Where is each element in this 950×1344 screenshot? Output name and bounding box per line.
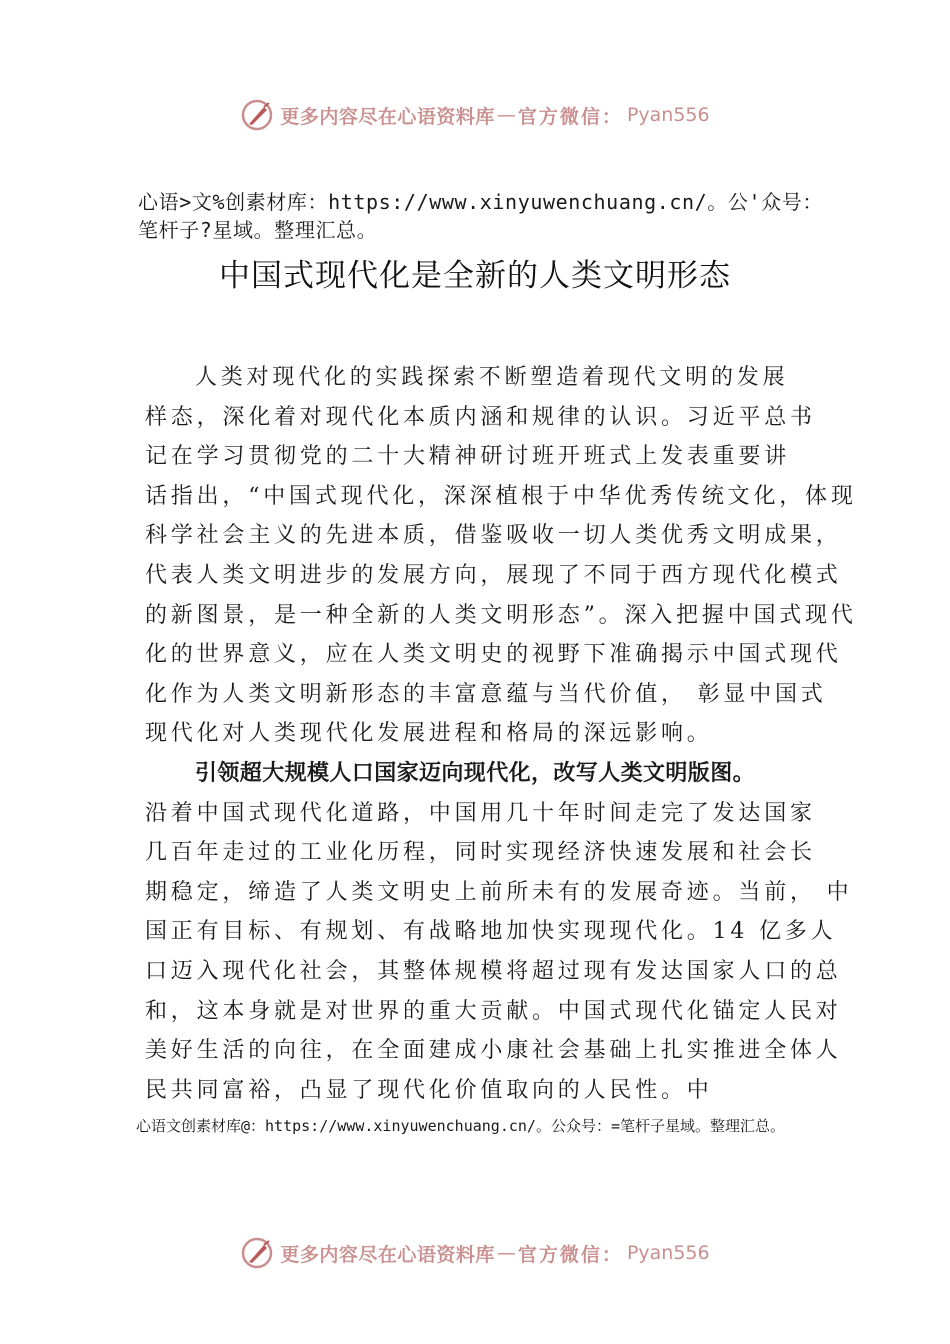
quill-logo-icon <box>240 1236 274 1270</box>
body-line: 样态，深化着对现代化本质内涵和规律的认识。习近平总书 <box>145 404 816 430</box>
banner-dash: — <box>496 104 516 126</box>
body-line: 的新图景，是一种全新的人类文明形态”。深入把握中国式现代 <box>145 602 857 628</box>
banner-wechat-label: 官方微信： <box>517 105 623 128</box>
document-title: 中国式现代化是全新的人类文明形态 <box>219 258 731 294</box>
footer-note: 心语文创素材库@：https://www.xinyuwenchuang.cn/。公众号：=笔杆子星域。整理汇总。 <box>136 1117 785 1135</box>
section-heading: 引领超大规模人口国家迈向现代化，改写人类文明版图。 <box>195 760 756 786</box>
body-line: 几百年走过的工业化历程，同时实现经济快速发展和社会长 <box>145 840 816 866</box>
body-line: 现代化对人类现代化发展进程和格局的深远影响。 <box>145 721 713 747</box>
bottom-banner <box>0 1233 950 1273</box>
body-line: 人类对现代化的实践探索不断塑造着现代文明的发展 <box>195 365 789 390</box>
top-banner <box>0 95 950 135</box>
body-line: 民共同富裕，凸显了现代化价值取向的人民性。中 <box>145 1077 713 1103</box>
body-line: 期稳定，缔造了人类文明史上前所未有的发展奇迹。当前， 中 <box>145 879 853 905</box>
article-body <box>145 358 857 1110</box>
body-line: 化的世界意义，应在人类文明史的视野下准确揭示中国式现代 <box>145 642 842 668</box>
body-line: 话指出，“中国式现代化，深深植根于中华优秀传统文化，体现 <box>145 483 857 509</box>
body-line: 记在学习贯彻党的二十大精神研讨班开班式上发表重要讲 <box>145 444 791 470</box>
banner-brand: 更多内容尽在心语资料库 <box>280 105 495 128</box>
banner-wechat-id: Pyan556 <box>626 104 710 126</box>
source-note: 心语>文%创素材库：https://www.xinyuwenchuang.cn/。公'众号：笔杆子?星域。整理汇总。 <box>138 190 823 242</box>
body-line: 美好生活的向往，在全面建成小康社会基础上扎实推进全体人 <box>145 1038 842 1064</box>
banner-wechat-label: 官方微信： <box>517 1243 623 1266</box>
body-line: 科学社会主义的先进本质，借鉴吸收一切人类优秀文明成果， <box>145 523 842 549</box>
body-line: 口迈入现代化社会，其整体规模将超过现有发达国家人口的总 <box>145 958 842 984</box>
banner-brand: 更多内容尽在心语资料库 <box>280 1243 495 1266</box>
body-line: 沿着中国式现代化道路，中国用几十年时间走完了发达国家 <box>145 800 816 826</box>
body-line: 国正有目标、有规划、有战略地加快实现现代化。14 亿多人 <box>145 919 837 945</box>
banner-dash: — <box>496 1242 516 1264</box>
quill-logo-icon <box>240 98 274 132</box>
body-line: 化作为人类文明新形态的丰富意蕴与当代价值， 彰显中国式 <box>145 681 827 707</box>
body-line: 代表人类文明进步的发展方向，展现了不同于西方现代化模式 <box>145 562 842 588</box>
banner-wechat-id: Pyan556 <box>626 1242 710 1264</box>
body-line: 和，这本身就是对世界的重大贡献。中国式现代化锚定人民对 <box>145 998 842 1024</box>
